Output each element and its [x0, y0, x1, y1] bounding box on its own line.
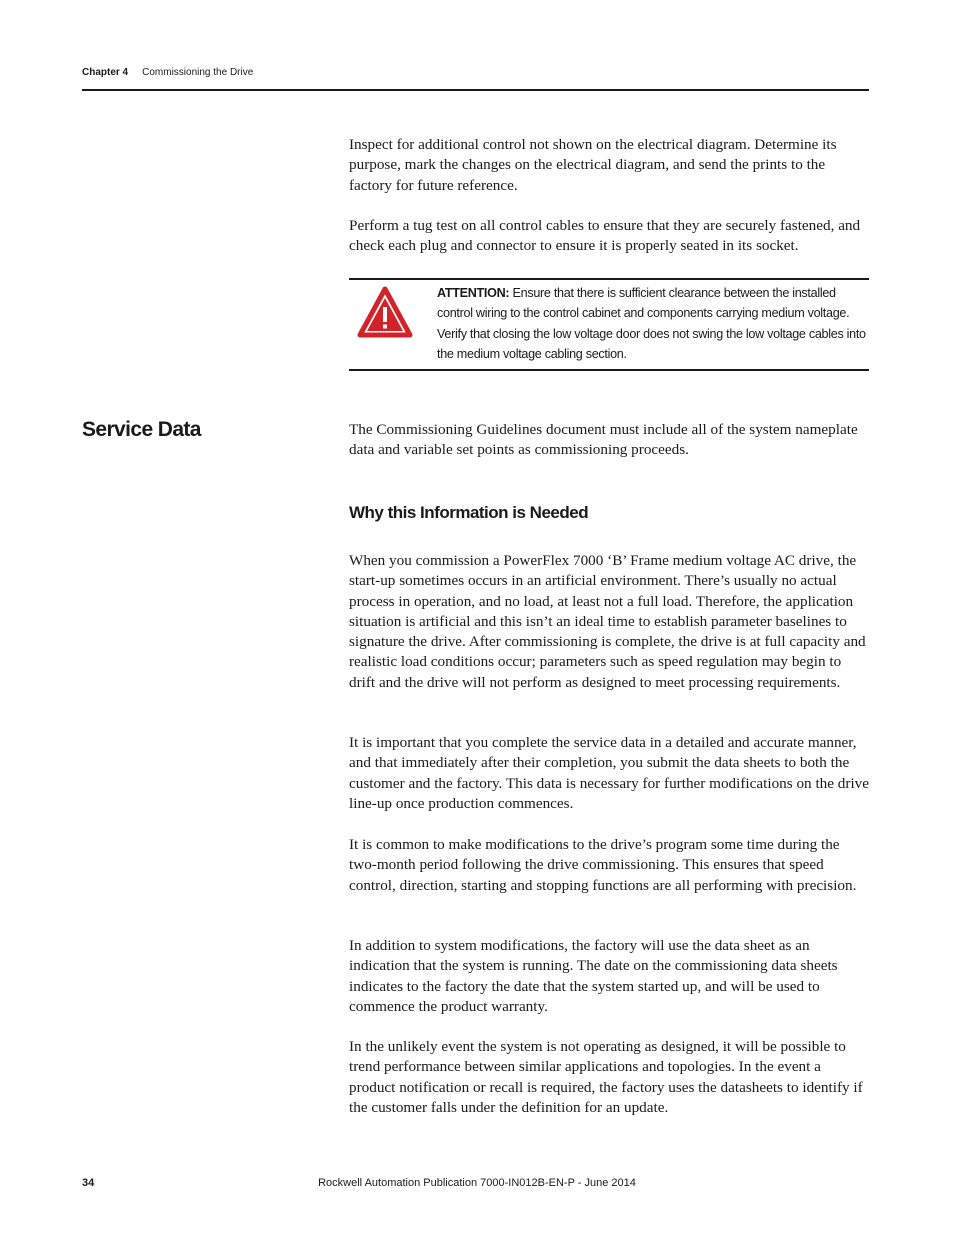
chapter-label: Chapter 4 [82, 67, 129, 78]
intro-paragraph-2: Perform a tug test on all control cables to ensure that they are securely fastened, and check each plug and connector to ensure it is properly seated in its socket. [349, 217, 861, 255]
intro-paragraph-1: Inspect for additional control not shown on the electrical diagram. Determine its purpose, mark the changes on the electrical diagram, and send the prints to the factory for future reference. [349, 136, 837, 194]
attention-text [437, 283, 867, 364]
header-divider [82, 89, 869, 91]
attention-label: ATTENTION: [437, 286, 510, 300]
service-data-paragraph-4: It is common to make modifications to the drive’s program some time during the two-month period following the drive commissioning. This ensures that speed control, direction, starting and stopping functions are all performing with precision. [349, 836, 857, 894]
attention-notice [349, 278, 869, 371]
subsection-title: Why this Information is Needed [349, 503, 589, 522]
service-data-paragraph-5: In addition to system modifications, the factory will use the data sheet as an indication that the system is running. The date on the commissioning data sheets indicates to the factory the date that the system started up, and will be used to commence the product warranty. [349, 937, 838, 1015]
service-data-paragraph-1: The Commissioning Guidelines document must include all of the system nameplate data and variable set points as commissioning proceeds. [349, 421, 858, 459]
section-title: Service Data [82, 418, 201, 441]
service-data-paragraph-2: When you commission a PowerFlex 7000 ‘B’ Frame medium voltage AC drive, the start-up sometimes occurs in an artificial environment. There’s usually no actual process in operation, and no load, at least not a full load. Therefore, the application situation is artificial and this isn’t an ideal time to establish parameter baselines to signature the drive. After commissioning is complete, the drive is at full capacity and realistic load conditions occur; parameters such as speed regulation may begin to drift and the drive will not perform as designed to meet processing requirements. [349, 552, 866, 691]
warning-triangle-icon [357, 286, 413, 338]
attention-body: Ensure that there is sufficient clearance between the installed control wiring to the control cabinet and components carrying medium voltage. Verify that closing the low voltage door does not swing the low voltage cables into the medium voltage cabling section. [437, 286, 866, 361]
publication-info: Rockwell Automation Publication 7000-IN012B-EN-P - June 2014 [318, 1177, 636, 1189]
page-number: 34 [82, 1177, 95, 1189]
service-data-paragraph-6: In the unlikely event the system is not operating as designed, it will be possible to trend performance between similar applications and topologies. In the event a product notification or recall is required, the factory uses the datasheets to identify if the customer falls under the definition for an update. [349, 1038, 863, 1116]
running-header [82, 67, 869, 78]
chapter-title: Commissioning the Drive [142, 67, 254, 78]
service-data-paragraph-3: It is important that you complete the service data in a detailed and accurate manner, and that immediately after their completion, you submit the data sheets to both the customer and the factory. This data is necessary for further modifications on the drive line-up once production commences. [349, 734, 870, 812]
